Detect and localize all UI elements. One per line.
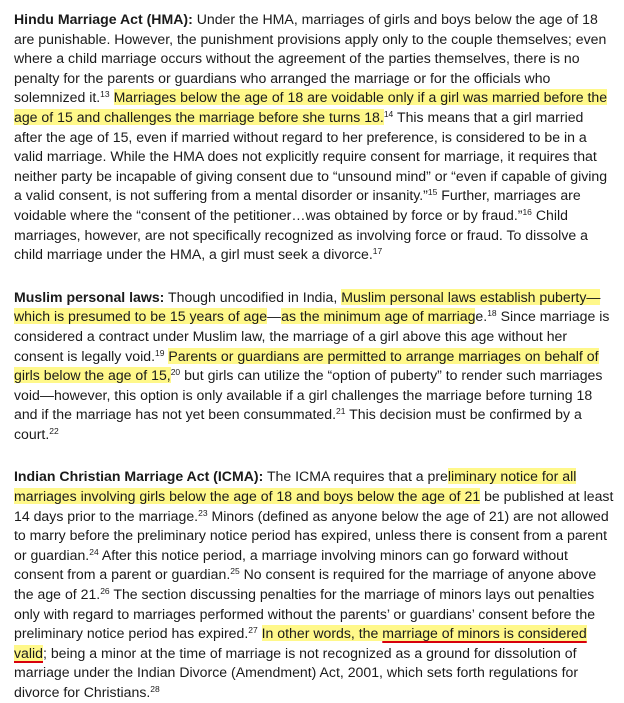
body-text: No consent is required for the marriage of anyone above the age of 21. bbox=[14, 566, 597, 603]
body-text: Further, marriages are voidable where the “consent of the petitioner…was obtained by force or by fraud.” bbox=[14, 187, 581, 223]
highlighted-text: Parents or guardians are permitted to arrange marriages on behalf of girls below the age of 15, bbox=[14, 347, 599, 384]
footnote-ref: 27 bbox=[248, 625, 258, 636]
body-text: The ICMA requires that a pre bbox=[263, 468, 448, 485]
body-text: Child marriages, however, are not specifically recognized as involving force or fraud. To dissolve a child marriage under the HMA, a girl must seek a divorce. bbox=[14, 206, 588, 263]
body-text: This means that a girl married after the age of 15, even if married without regard to her preference, is considered to be in a valid marriage. While the HMA does not explicitly require consent for marriage, it requires that neither party be incapable of giving consent due to “unsound mind” or “even if capable of giving a valid consent, is not suffering from a mental disorder or insanity.” bbox=[14, 108, 608, 204]
footnote-ref: 17 bbox=[372, 246, 383, 257]
body-text: After this notice period, a marriage involving minors can go forward without consent from a parent or guardian. bbox=[14, 546, 568, 583]
paragraph-hma bbox=[14, 10, 614, 265]
highlighted-text: marriage of minors is considered valid bbox=[14, 625, 587, 661]
paragraph-heading: Hindu Marriage Act (HMA): bbox=[14, 11, 193, 27]
highlighted-text: In other words, the bbox=[261, 625, 383, 642]
body-text: The section discussing penalties for the marriage of minors lays out penalties only with regard to marriages performed without the parents’ or guardians’ consent before the preliminary notice period has expired. bbox=[14, 586, 596, 642]
paragraph-muslim-personal-laws bbox=[14, 288, 614, 445]
highlighted-text: as the minimum age of marriag bbox=[281, 308, 476, 325]
body-text: but girls can utilize the “option of puberty” to render such marriages void—however, this option is only available if a girl challenges the marriage before turning 18 and if the marriage has not yet been consummated. bbox=[14, 367, 603, 423]
footnote-ref: 26 bbox=[100, 586, 110, 597]
paragraph-heading: Indian Christian Marriage Act (ICMA): bbox=[14, 468, 264, 485]
body-text: This decision must be confirmed by a court. bbox=[14, 406, 582, 442]
footnote-ref: 18 bbox=[487, 308, 497, 319]
paragraph-icma bbox=[14, 467, 614, 702]
footnote-ref: 13 bbox=[100, 89, 110, 100]
paragraph-heading: Muslim personal laws: bbox=[14, 288, 165, 305]
body-text: be published at least 14 days prior to the marriage. bbox=[14, 488, 614, 524]
highlighted-text: liminary notice for all marriages involving girls below the age of 18 and boys below the age of 21 bbox=[14, 468, 577, 505]
footnote-ref: 23 bbox=[198, 507, 208, 518]
footnote-ref: 21 bbox=[336, 406, 346, 417]
body-text: Minors (defined as anyone below the age of 21) are not allowed to marry before the preliminary notice period has expired, unless there is consent from a parent or guardian. bbox=[14, 507, 609, 563]
footnote-ref: 20 bbox=[170, 367, 181, 378]
body-text: Since marriage is considered a contract under Muslim law, the marriage of a girl above this age without her consent is legally void. bbox=[14, 308, 610, 364]
footnote-ref: 16 bbox=[522, 206, 532, 217]
footnote-ref: 25 bbox=[230, 566, 240, 577]
body-text: — bbox=[267, 308, 282, 325]
body-text: Though uncodified in India, bbox=[164, 288, 342, 305]
footnote-ref: 19 bbox=[155, 347, 165, 358]
footnote-ref: 24 bbox=[89, 546, 99, 557]
footnote-ref: 28 bbox=[150, 684, 160, 694]
footnote-ref: 15 bbox=[427, 187, 438, 198]
body-text: Under the HMA, marriages of girls and boys below the age of 18 are punishable. However, the punishment provisions apply only to the couple themselves; even where a child marriage occurs without the agreement of the parties themselves, there is no penalty for the parents or guardians who arranged the marriage or for the officials who solemnized it. bbox=[14, 11, 607, 106]
body-text: ; being a minor at the time of marriage is not recognized as a ground for dissolution of marriage under the Indian Divorce (Amendment) Act, 2001, which sets forth regulations for divorce for Christians. bbox=[14, 644, 579, 700]
body-text: e. bbox=[475, 308, 488, 325]
footnote-ref: 14 bbox=[383, 108, 394, 119]
footnote-ref: 22 bbox=[49, 425, 59, 436]
highlighted-text: Marriages below the age of 18 are voidable only if a girl was married before the age of 15 and challenges the marriage before she turns 18. bbox=[14, 89, 608, 125]
highlighted-text: Muslim personal laws establish puberty—which is presumed to be 15 years of age bbox=[14, 288, 601, 325]
body-text bbox=[110, 89, 114, 105]
